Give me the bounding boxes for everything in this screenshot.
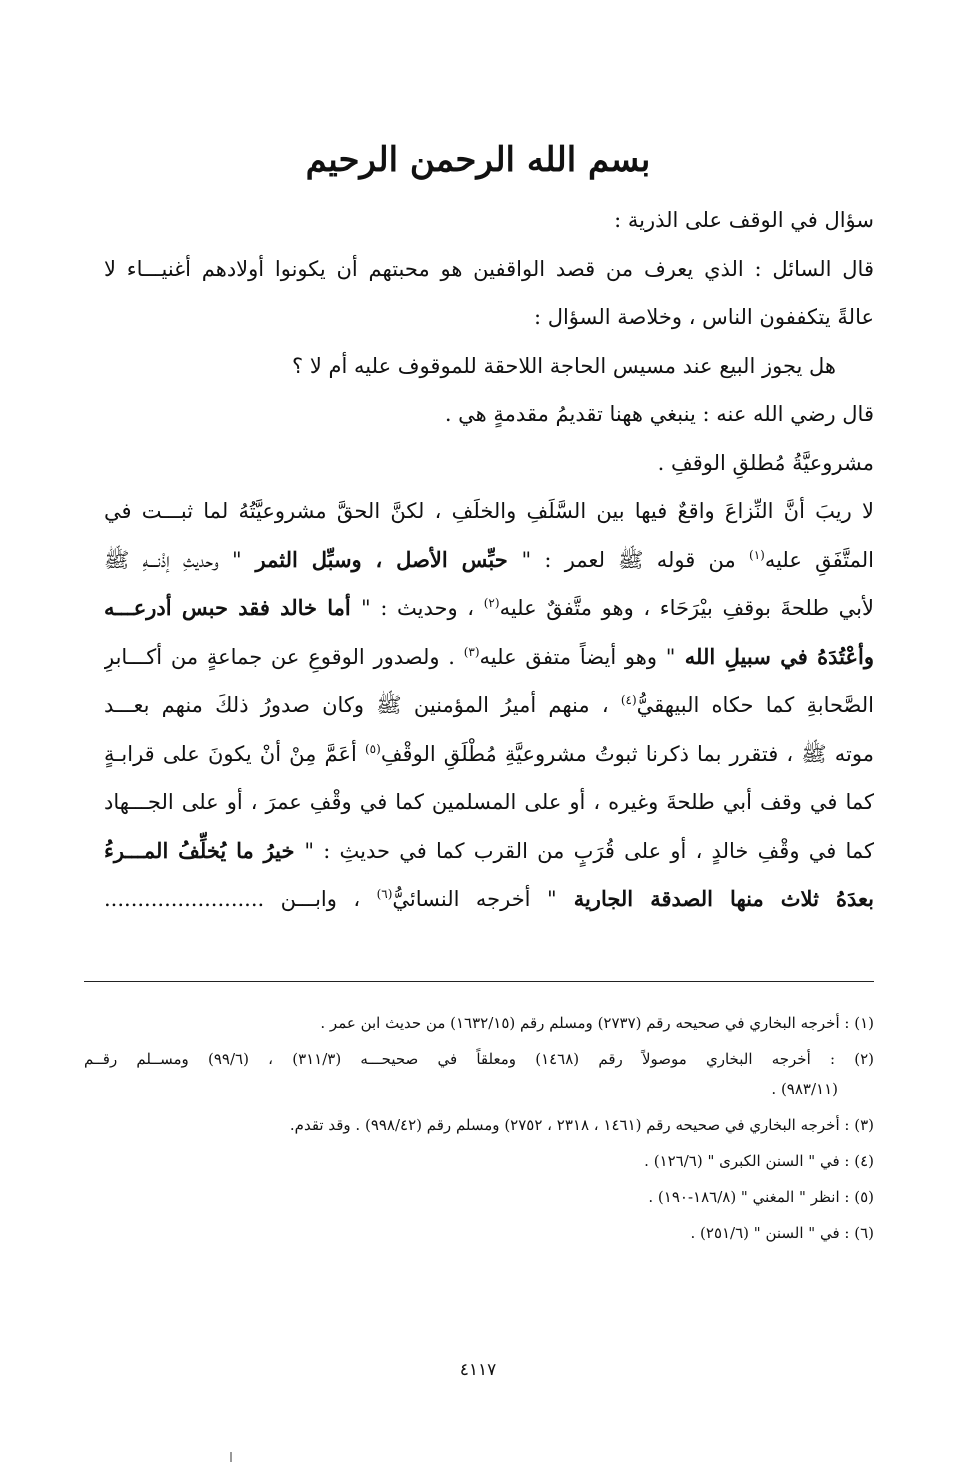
question-heading: سؤال في الوقف على الذرية : bbox=[614, 208, 874, 232]
text-line: عالةً يتكففون الناس ، وخلاصة السؤال : bbox=[533, 305, 874, 329]
text-line bbox=[104, 730, 874, 779]
footnotes bbox=[84, 1008, 874, 1254]
text-line: كما في وقف أبي طلحةَ وغيره ، أو على المسلمين كما في وقْفِ عمرَ ، أو على الجـــهاد bbox=[104, 790, 874, 814]
hadith-quote: خيرُ ما يُخلِّفُ المـــرءُ bbox=[104, 837, 305, 863]
text-line: هل يجوز البيع عند مسيس الحاجة اللاحقة للموقوف عليه أم لا ؟ bbox=[292, 353, 836, 378]
text-span: المتَّفَقِ عليه bbox=[764, 547, 874, 572]
text-line bbox=[104, 827, 874, 876]
text-span: لأبي طلحةَ بوقفِ بيْرَحَاء ، وهو متَّفقٌ عليه bbox=[499, 596, 874, 620]
text-line bbox=[104, 633, 874, 682]
main-text bbox=[104, 196, 874, 924]
section-heading: مشروعيَّةُ مُطلقِ الوقفِ . bbox=[657, 450, 874, 475]
footnote-ref: (٥) bbox=[364, 741, 381, 756]
text-span: ، منهم أميرُ المؤمنين ﷺ وكان صدورُ ذلكَ منهم بعـــد bbox=[104, 693, 621, 717]
hadith-quote: حبِّس الأصل ، وسبِّل الثمر bbox=[241, 546, 522, 572]
text-line bbox=[104, 681, 874, 730]
footnote-ref: (٤) bbox=[620, 693, 637, 707]
hadith-quote: بعدَهُ ثلاث منها الصدقة الجارية bbox=[556, 886, 874, 911]
page-title: بسم الله الرحمن الرحيم bbox=[305, 140, 651, 180]
hadith-quote: أما خالد فقد حبس أدرعـــه bbox=[104, 595, 362, 620]
text-span: ، وابـــن ........................ bbox=[104, 887, 377, 911]
footnote-ref: (٣) bbox=[463, 644, 480, 659]
text-span: كما في وقْفِ خالدٍ ، أو على قُرَبٍ من القرب كما في حديثِ : " bbox=[304, 838, 874, 863]
text-span: من قوله ﷺ لعمر : " bbox=[521, 547, 749, 572]
footnote-text: (٢) : أخرجه البخاري موصولاً رقم (١٤٦٨) ومعلقاً في صحيحـــه (٣١١/٣) ، (٩٩/٦) ومســلم رقــم bbox=[84, 1050, 874, 1068]
text-line bbox=[104, 584, 874, 633]
text-span: الصَّحابةِ كما حكاه البيهقيُّ bbox=[636, 693, 874, 717]
footnote-6: (٦) : في " السنن " (٢٥١/٦) . bbox=[690, 1224, 874, 1242]
footnote-ref: (٦) bbox=[376, 887, 393, 901]
footnote-1: (١) : أخرجه البخاري في صحيحه رقم (٢٧٣٧) ومسلم رقم (١٦٣٢/١٥) من حديث ابن عمر . bbox=[320, 1014, 874, 1032]
text-line: لا ريبَ أنَّ النِّزاعَ واقعٌ فيها بين السَّلَفِ والخلَفِ ، لكنَّ الحقَّ مشروعيَّتُهُ لما ثبـــت في bbox=[104, 499, 874, 523]
text-span: " وحديثِ إذْنـــهِ ﷺ bbox=[104, 547, 242, 572]
text-span: ، وحديث : " bbox=[361, 596, 484, 620]
text-line: قال رضي الله عنه : ينبغي ههنا تقديمُ مقدمةٍ هي . bbox=[444, 402, 874, 426]
footnote-5: (٥) : انظر " المغني " (١٨٦/٨-١٩٠) . bbox=[648, 1188, 874, 1206]
text-line: قال السائل : الذي يعرف من قصد الواقفين هو محبتهم أن يكونوا أولادهم أغنيـــاء لا bbox=[104, 256, 874, 281]
footnote-divider bbox=[84, 981, 874, 982]
page-number: ٤١١٧ bbox=[459, 1360, 497, 1380]
footnote-text: (٩٨٣/١١) . bbox=[771, 1080, 838, 1098]
text-span: . ولصدور الوقوعِ عن جماعةٍ من أكـــابرِ bbox=[104, 644, 464, 669]
text-span: أعَمَّ مِنْ أنْ يكونَ على قرابـةٍ bbox=[104, 741, 365, 766]
text-span: " وهو أيضاً متفق عليه bbox=[479, 644, 676, 669]
footnote-2 bbox=[84, 1044, 874, 1104]
text-span: " أخرجه النسائيُّ bbox=[392, 887, 557, 911]
footnote-4: (٤) : في " السنن الكبرى " (١٢٦/٦) . bbox=[644, 1152, 874, 1170]
text-line bbox=[104, 536, 874, 585]
scan-mark bbox=[230, 1452, 232, 1462]
footnote-ref: (٢) bbox=[483, 596, 500, 610]
hadith-quote: وأعْتُدَهُ في سبيلِ الله bbox=[675, 643, 874, 669]
footnote-3: (٣) : أخرجه البخاري في صحيحه رقم (١٤٦١ ، ٢٣١٨ ، ٢٧٥٢) ومسلم رقم (٩٩٨/٤٢) . وقد تقدم. bbox=[289, 1116, 874, 1134]
footnote-ref: (١) bbox=[749, 547, 765, 562]
text-line bbox=[104, 875, 874, 924]
text-span: موته ﷺ ، فتقرر بما ذكرنا ثبوتُ مشروعيَّةِ مُطْلَقِ الوقْفِ bbox=[380, 741, 874, 766]
